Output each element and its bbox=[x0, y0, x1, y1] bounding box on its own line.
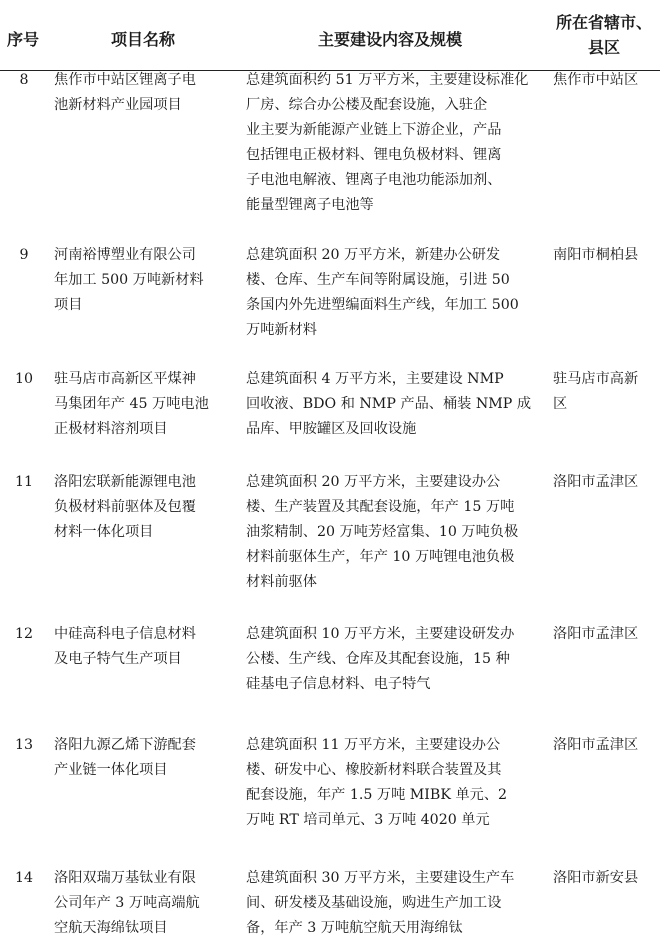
row-project-name: 河南裕博塑业有限公司 年加工 500 万吨新材料 项目 bbox=[54, 247, 204, 313]
row-project-name: 洛阳九源乙烯下游配套 产业链一体化项目 bbox=[54, 737, 196, 778]
row-construction-content: 总建筑面积 10 万平方米，主要建设研发办 公楼、生产线、仓库及其配套设施，15 种 硅基电子信息材料、电子特气 bbox=[246, 626, 515, 692]
row-construction-content: 总建筑面积 4 万平方米，主要建设 NMP 回收液、BDO 和 NMP 产品、桶装 NMP 成 品库、甲胺罐区及回收设施 bbox=[246, 371, 532, 437]
row-project-name: 中硅高科电子信息材料 及电子特气生产项目 bbox=[54, 626, 196, 667]
row-construction-content: 总建筑面积 30 万平方米，主要建设生产车 间、研发楼及基础设施，购进生产加工设 备，年产 3 万吨航空航天用海绵钛 bbox=[246, 870, 515, 936]
header-location: 所在省辖市、 县区 bbox=[555, 13, 652, 57]
row-serial-number: 11 bbox=[14, 474, 34, 490]
row-construction-content: 总建筑面积约 51 万平方米，主要建设标准化 厂房、综合办公楼及配套设施，入驻企 业主要为新能源产业链上下游企业，产品 包括锂电正极材料、锂电负极材料、锂离 子电池电解液、锂离子电池功能添加剂、 能量型锂离子电池等 bbox=[246, 72, 529, 213]
row-construction-content: 总建筑面积 11 万平方米，主要建设办公 楼、研发中心、橡胶新材料联合装置及其 配套设施，年产 1.5 万吨 MIBK 单元、2 万吨 RT 培司单元、3 万吨 4020 单元 bbox=[246, 737, 508, 828]
row-serial-number: 10 bbox=[14, 371, 34, 387]
row-serial-number: 12 bbox=[14, 626, 34, 642]
row-location: 洛阳市孟津区 bbox=[553, 626, 639, 642]
row-project-name: 洛阳双瑞万基钛业有限 公司年产 3 万吨高端航 空航天海绵钛项目 bbox=[54, 870, 200, 936]
row-project-name: 洛阳宏联新能源锂电池 负极材料前驱体及包覆 材料一体化项目 bbox=[54, 474, 196, 540]
row-location: 驻马店市高新 区 bbox=[553, 371, 639, 412]
row-project-name: 驻马店市高新区平煤神 马集团年产 45 万吨电池 正极材料溶剂项目 bbox=[54, 371, 209, 437]
table-header bbox=[0, 0, 660, 71]
row-project-name: 焦作市中站区锂离子电 池新材料产业园项目 bbox=[54, 72, 196, 113]
row-construction-content: 总建筑面积 20 万平方米，主要建设办公 楼、生产装置及其配套设施，年产 15 万吨 油浆精制、20 万吨芳烃富集、10 万吨负极 材料前驱体生产，年产 10 万吨锂电池负极 材料前驱体 bbox=[246, 474, 519, 590]
header-project-name: 项目名称 bbox=[110, 30, 175, 49]
row-serial-number: 9 bbox=[19, 247, 29, 263]
row-construction-content: 总建筑面积 20 万平方米，新建办公研发 楼、仓库、生产车间等附属设施，引进 50 条国内外先进塑编面料生产线，年加工 500 万吨新材料 bbox=[246, 247, 519, 338]
row-location: 洛阳市孟津区 bbox=[553, 737, 639, 753]
header-serial-number: 序号 bbox=[6, 30, 39, 49]
row-serial-number: 13 bbox=[14, 737, 34, 753]
row-location: 焦作市中站区 bbox=[553, 72, 639, 88]
header-construction-content: 主要建设内容及规模 bbox=[317, 30, 462, 49]
row-location: 洛阳市新安县 bbox=[553, 870, 639, 886]
row-serial-number: 8 bbox=[19, 72, 29, 88]
row-location: 洛阳市孟津区 bbox=[553, 474, 639, 490]
row-location: 南阳市桐柏县 bbox=[553, 247, 639, 263]
row-serial-number: 14 bbox=[14, 870, 34, 886]
